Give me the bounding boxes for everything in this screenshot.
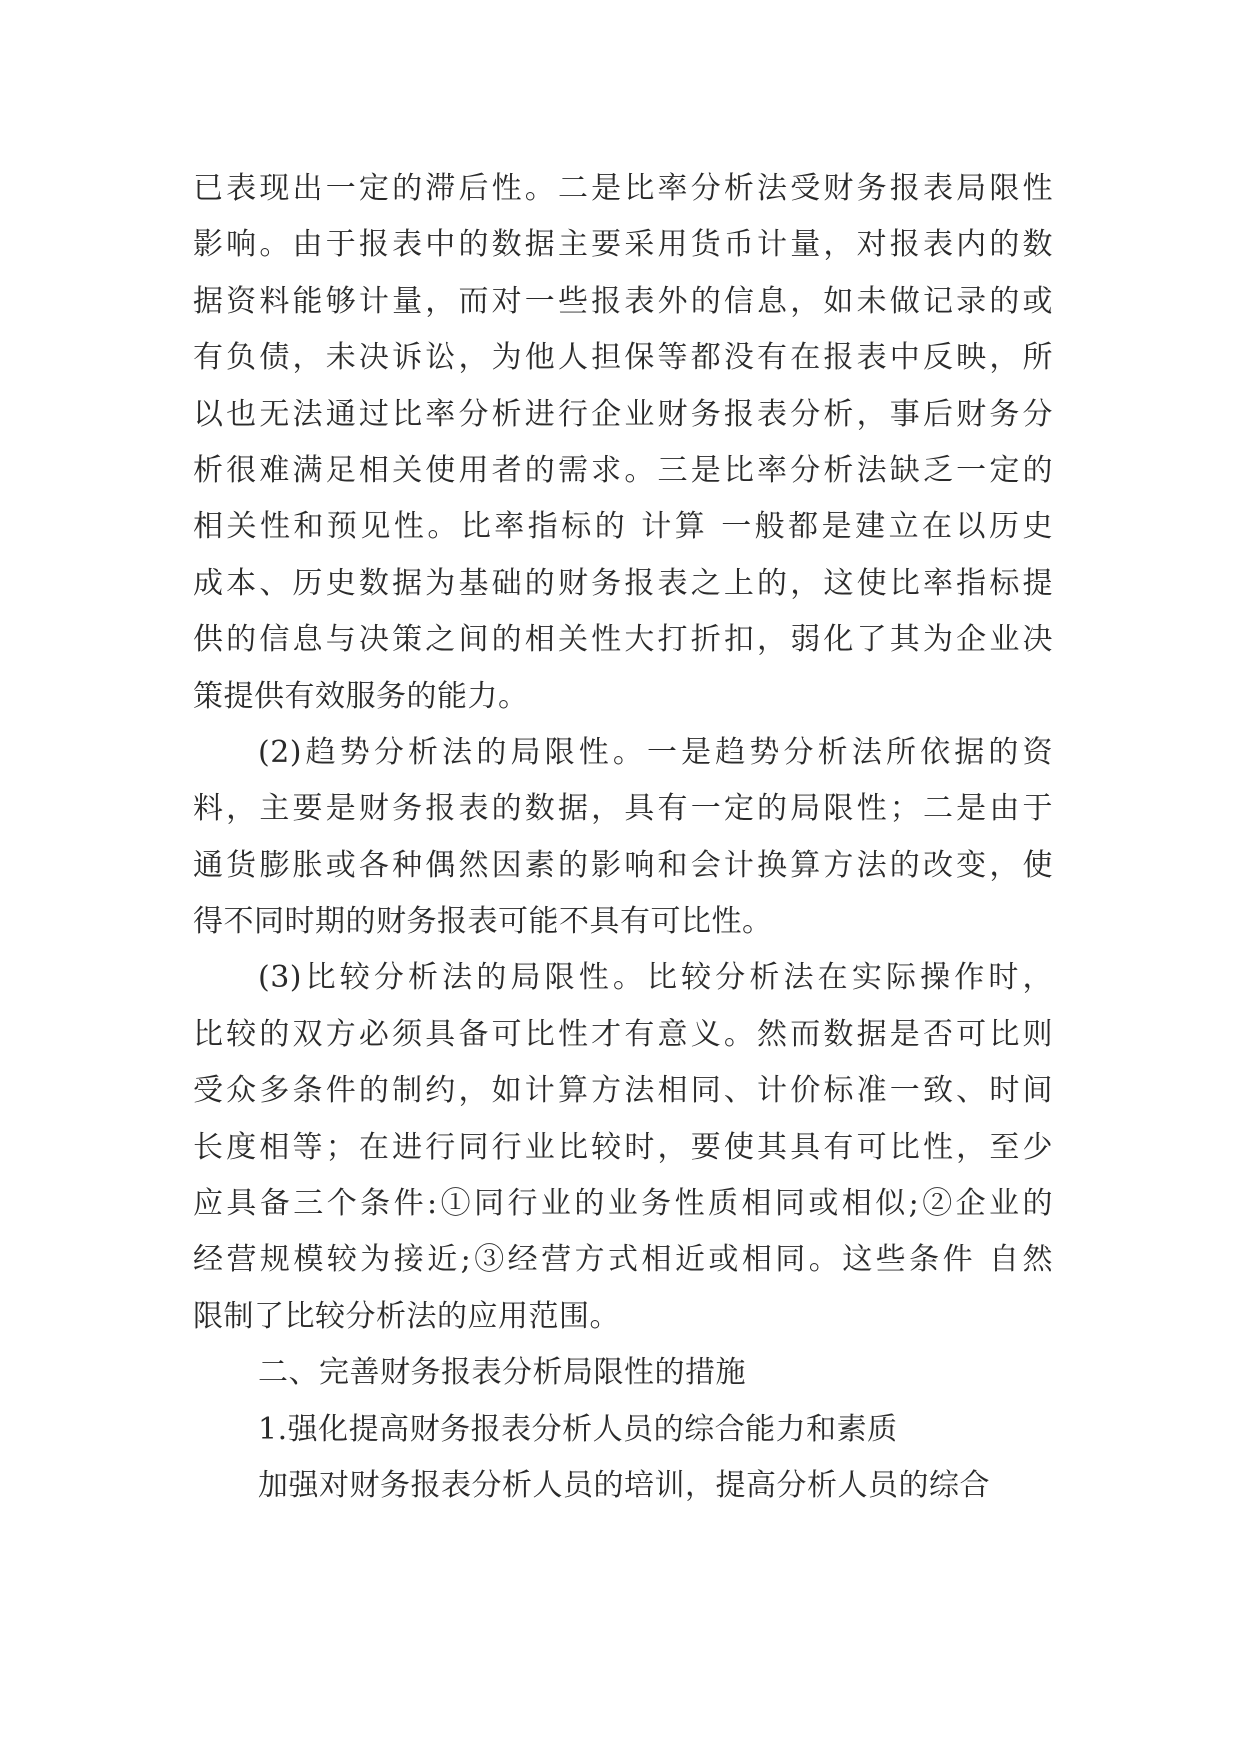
paragraph [193,725,1053,951]
text-line: (3)比较分析法的局限性。比较分析法在实际操作时， [258,960,1053,996]
text-line: 经营规模较为接近;③经营方式相近或相同。这些条件 自然 [193,1242,1053,1278]
text-line: 得不同时期的财务报表可能不具有可比性。 [193,904,773,940]
text-line: 比较的双方必须具备可比性才有意义。然而数据是否可比则 [193,1016,1053,1052]
paragraph [193,1402,1053,1458]
text-line: 相关性和预见性。比率指标的 计算 一般都是建立在以历史 [193,509,1053,545]
text-line: 料，主要是财务报表的数据，具有一定的局限性；二是由于 [193,791,1053,827]
text-line: 以也无法通过比率分析进行企业财务报表分析，事后财务分 [193,396,1053,432]
text-line: 长度相等；在进行同行业比较时，要使其具有可比性，至少 [193,1129,1053,1165]
text-line: 1.强化提高财务报表分析人员的综合能力和素质 [258,1411,898,1447]
text-line: 有负债，未决诉讼，为他人担保等都没有在报表中反映，所 [193,340,1053,376]
text-line: 受众多条件的制约，如计算方法相同、计价标准一致、时间 [193,1073,1053,1109]
paragraph [193,161,1053,725]
text-line: 析很难满足相关使用者的需求。三是比率分析法缺乏一定的 [193,452,1053,488]
paragraph [193,1458,1053,1514]
text-line: 已表现出一定的滞后性。二是比率分析法受财务报表局限性 [193,171,1053,206]
text-line: 据资料能够计量，而对一些报表外的信息，如未做记录的或 [193,283,1053,319]
text-line: 限制了比较分析法的应用范围。 [193,1298,620,1334]
text-line: 加强对财务报表分析人员的培训，提高分析人员的综合 [258,1467,990,1503]
paragraph [193,1345,1053,1401]
body-text [193,161,1053,1514]
text-line: 通货膨胀或各种偶然因素的影响和会计换算方法的改变，使 [193,847,1053,883]
text-line: (2)趋势分析法的局限性。一是趋势分析法所依据的资 [258,734,1053,770]
text-line: 影响。由于报表中的数据主要采用货币计量，对报表内的数 [193,227,1053,263]
text-line: 策提供有效服务的能力。 [193,678,529,714]
text-line: 二、完善财务报表分析局限性的措施 [258,1355,746,1391]
text-line: 供的信息与决策之间的相关性大打折扣，弱化了其为企业决 [193,622,1053,658]
text-line: 应具备三个条件:①同行业的业务性质相同或相似;②企业的 [193,1186,1053,1222]
text-line: 成本、历史数据为基础的财务报表之上的，这使比率指标提 [193,565,1053,601]
paragraph [193,950,1053,1345]
